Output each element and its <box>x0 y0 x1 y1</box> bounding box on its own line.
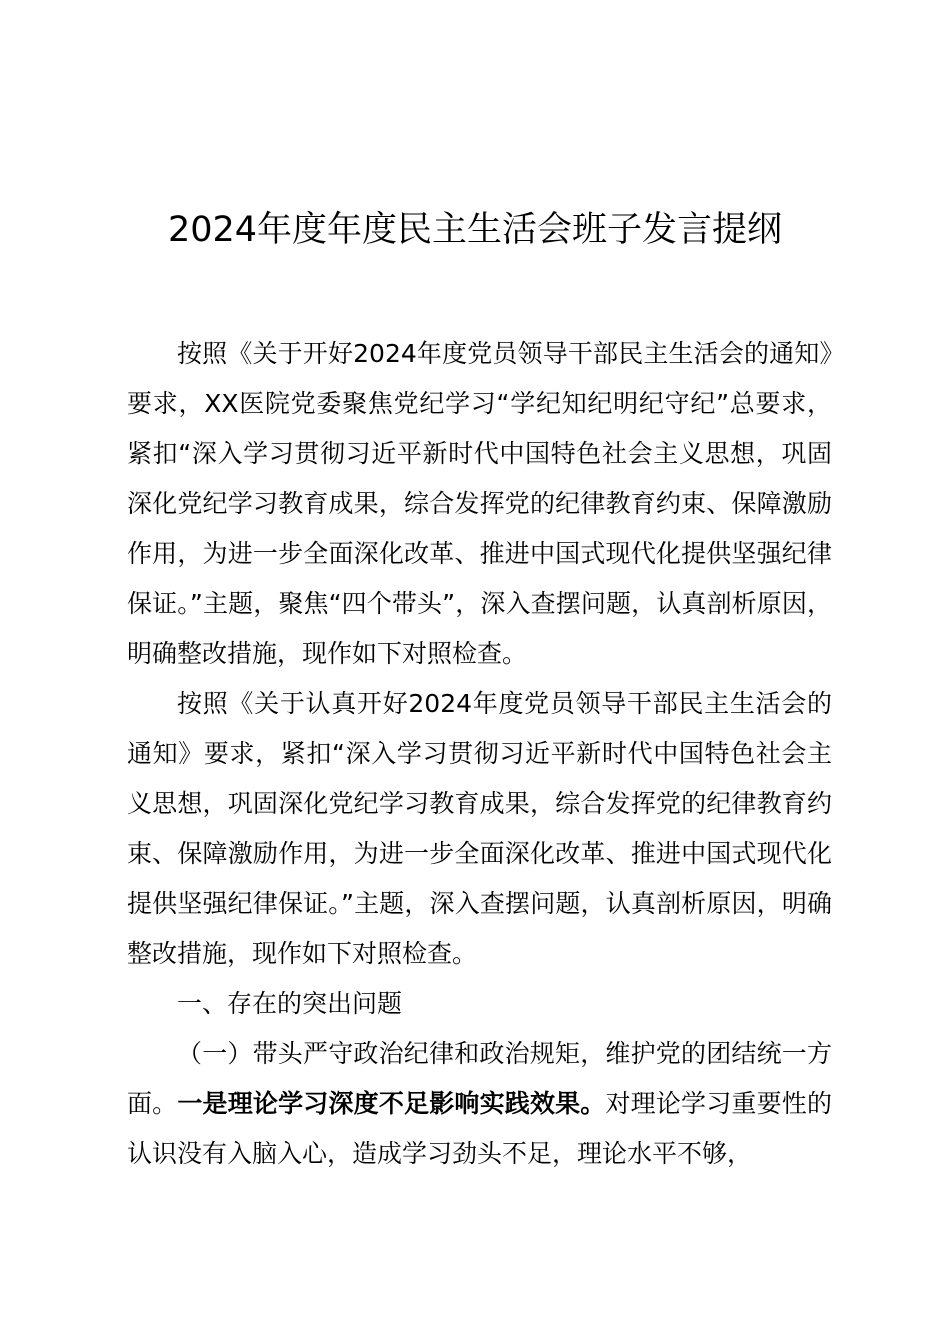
paragraph-2: 按照《关于认真开好2024年度党员领导干部民主生活会的通知》要求，紧扣“深入学习贯彻习近平新时代中国特色社会主义思想，巩固深化党纪学习教育成果，综合发挥党的纪律教育约束、保障激励作用，为进一步全面深化改革、推进中国式现代化提供坚强纪律保证。”主题，深入查摆问题，认真剖析原因，明确整改措施，现作如下对照检查。 <box>127 689 832 968</box>
subsection-paragraph <box>127 1029 832 1179</box>
subsection-rest: 对理论学习重要性的认识没有入脑入心，造成学习劲头不足，理论水平不够， <box>127 1089 832 1168</box>
section-heading: 一、存在的突出问题 <box>177 989 403 1018</box>
paragraph-1: 按照《关于开好2024年度党员领导干部民主生活会的通知》要求，XX医院党委聚焦党纪学习“学纪知纪明纪守纪”总要求，紧扣“深入学习贯彻习近平新时代中国特色社会主义思想，巩固深化党纪学习教育成果，综合发挥党的纪律教育约束、保障激励作用，为进一步全面深化改革、推进中国式现代化提供坚强纪律保证。”主题，聚焦“四个带头”，深入查摆问题，认真剖析原因，明确整改措施，现作如下对照检查。 <box>127 339 832 668</box>
document-body <box>127 329 832 1179</box>
subsection-lead: （一）带头严守政治纪律和政治规矩，维护党的团结统一方面。 <box>127 1039 832 1118</box>
subsection-bold-point: 一是理论学习深度不足影响实践效果。 <box>177 1089 606 1118</box>
document-title: 2024年度年度民主生活会班子发言提纲 <box>167 210 783 250</box>
